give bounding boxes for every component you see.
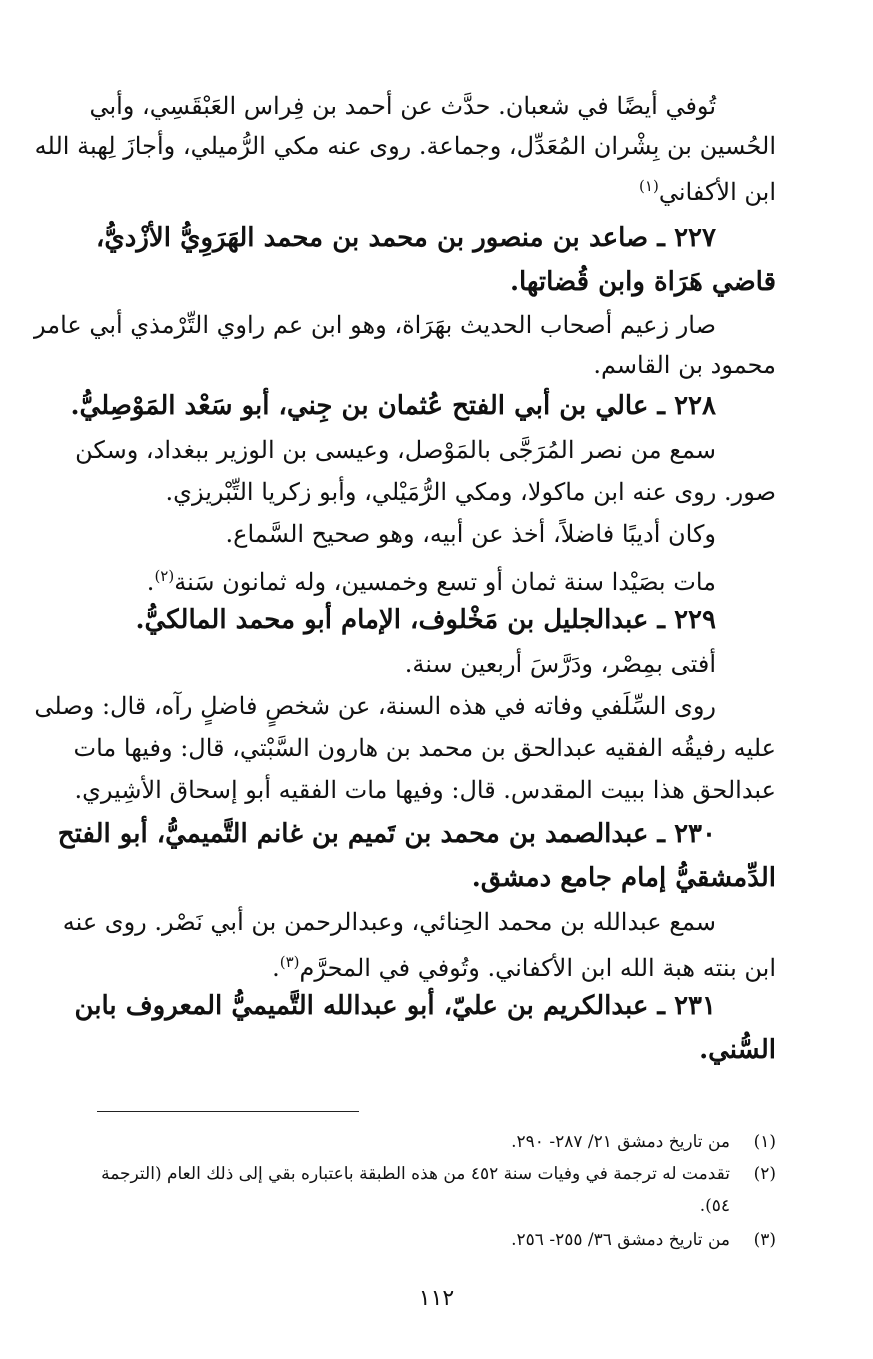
- footnote-separator: [97, 1111, 359, 1112]
- text-content: عليه رفيقُه الفقيه عبدالحق بن محمد بن هارون السَّبْتي، قال: وفيها مات: [73, 734, 776, 762]
- footnote-3: [26, 1226, 776, 1254]
- text-line: [34, 126, 776, 166]
- footnote-text: من تاريخ دمشق ٢١/ ٢٨٧- ٢٩٠.: [511, 1132, 730, 1152]
- footnote-2-cont: [700, 1192, 730, 1220]
- heading-text: ٢٢٨ ـ عالي بن أبي الفتح عُثمان بن جِني، أبو سَعْد المَوْصِليُّ.: [70, 391, 716, 421]
- text-line: [96, 644, 716, 684]
- text-content: الحُسين بن بِشْران المُعَدِّل، وجماعة. روى عنه مكي الرُّميلي، وأجازَ لِهبة الله: [34, 132, 776, 160]
- footnote-number: (١): [753, 1132, 776, 1152]
- heading-text: ٢٢٩ ـ عبدالجليل بن مَخْلوف، الإمام أبو محمد المالكيُّ.: [135, 605, 716, 635]
- heading-text: قاضي هَرَاة وابن قُضاتها.: [509, 267, 776, 297]
- footnote-text: من تاريخ دمشق ٣٦/ ٢٥٥- ٢٥٦.: [511, 1230, 730, 1250]
- entry-heading-230-cont: [96, 858, 776, 898]
- text-line: [96, 345, 776, 385]
- text-content: محمود بن القاسم.: [593, 351, 776, 379]
- text-content: عبدالحق هذا ببيت المقدس. قال: وفيها مات الفقيه أبو إسحاق الأشِيري.: [74, 776, 776, 804]
- entry-heading-231: [74, 986, 716, 1026]
- text-line: [34, 686, 716, 726]
- text-line: ابن بنته هبة الله ابن الأكفاني. وتُوفي في المحرَّم$^{(٣)}$.: [272, 953, 776, 982]
- page-number: ١١٢: [418, 1286, 455, 1311]
- text-content: روى السِّلَفي وفاته في هذه السنة، عن شخصٍ فاضلٍ رآه، قال: وصلى: [34, 692, 716, 720]
- entry-heading-231-cont: [96, 1030, 776, 1070]
- text-line: [96, 166, 776, 212]
- heading-text: السُّني.: [699, 1035, 776, 1065]
- text-line: [96, 514, 716, 554]
- text-content: سمع عبدالله بن محمد الحِنائي، وعبدالرحمن بن أبي نَصْر. روى عنه: [62, 908, 716, 936]
- text-line: [73, 728, 776, 768]
- text-content: ابن بنته هبة الله ابن الأكفاني. وتُوفي في المحرَّم: [299, 954, 776, 982]
- entry-heading-229: [96, 600, 716, 640]
- text-content: تُوفي أيضًا في شعبان. حدَّث عن أحمد بن فِراس العَبْقَسِي، وأبي: [89, 92, 716, 120]
- footnote-1: [26, 1128, 776, 1156]
- text-line: [89, 86, 716, 126]
- text-content: ابن الأكفاني: [658, 178, 776, 206]
- footnote-text: تقدمت له ترجمة في وفيات سنة ٤٥٢ من هذه الطبقة باعتباره بقي إلى ذلك العام (الترجمة: [101, 1164, 730, 1184]
- text-content: صار زعيم أصحاب الحديث بهَرَاة، وهو ابن عم راوي التِّرْمذي أبي عامر: [33, 311, 716, 339]
- heading-text: ٢٣١ ـ عبدالكريم بن عليّ، أبو عبدالله التَّميميُّ المعروف بابن: [74, 991, 716, 1021]
- text-content: أفتى بمِصْر، ودَرَّسَ أربعين سنة.: [404, 650, 716, 678]
- entry-heading-227: [96, 218, 716, 258]
- text-line: [75, 430, 716, 470]
- text-line: [96, 472, 776, 512]
- footnote-ref: (٢): [154, 567, 175, 585]
- text-content: سمع من نصر المُرَجَّى بالمَوْصل، وعيسى بن الوزير ببغداد، وسكن: [75, 436, 716, 464]
- footnote-ref: (١): [639, 177, 659, 195]
- footnote-number: (٣): [753, 1230, 776, 1250]
- heading-text: ٢٢٧ ـ صاعد بن منصور بن محمد بن محمد الهَرَوِيُّ الأزْديُّ،: [96, 223, 716, 253]
- footnote-text: ٥٤).: [699, 1196, 730, 1216]
- text-content: وكان أديبًا فاضلاً، أخذ عن أبيه، وهو صحيح السَّماع.: [225, 520, 716, 548]
- entry-heading-230: [57, 814, 716, 854]
- text-content: صور. روى عنه ابن ماكولا، ومكي الرُّمَيْلي، وأبو زكريا التِّبْريزي.: [165, 478, 776, 506]
- entry-heading-228: [70, 386, 716, 426]
- footnote-number: (٢): [753, 1164, 776, 1184]
- text-line: مات بصَيْدا سنة ثمان أو تسع وخمسين، وله ثمانون سَنة$^{(٢)}$.: [146, 567, 716, 596]
- entry-heading-227-cont: [96, 262, 776, 302]
- text-line: [74, 770, 776, 810]
- heading-text: ٢٣٠ ـ عبدالصمد بن محمد بن تَميم بن غانم التَّميميُّ، أبو الفتح: [57, 819, 716, 849]
- text-line: [62, 902, 716, 942]
- text-content: مات بصَيْدا سنة ثمان أو تسع وخمسين، وله ثمانون سَنة: [174, 568, 716, 596]
- footnote-ref: (٣): [279, 953, 300, 971]
- heading-text: الدِّمشقيُّ إمام جامع دمشق.: [471, 863, 776, 893]
- text-line: [33, 305, 716, 345]
- footnote-2: [26, 1160, 776, 1188]
